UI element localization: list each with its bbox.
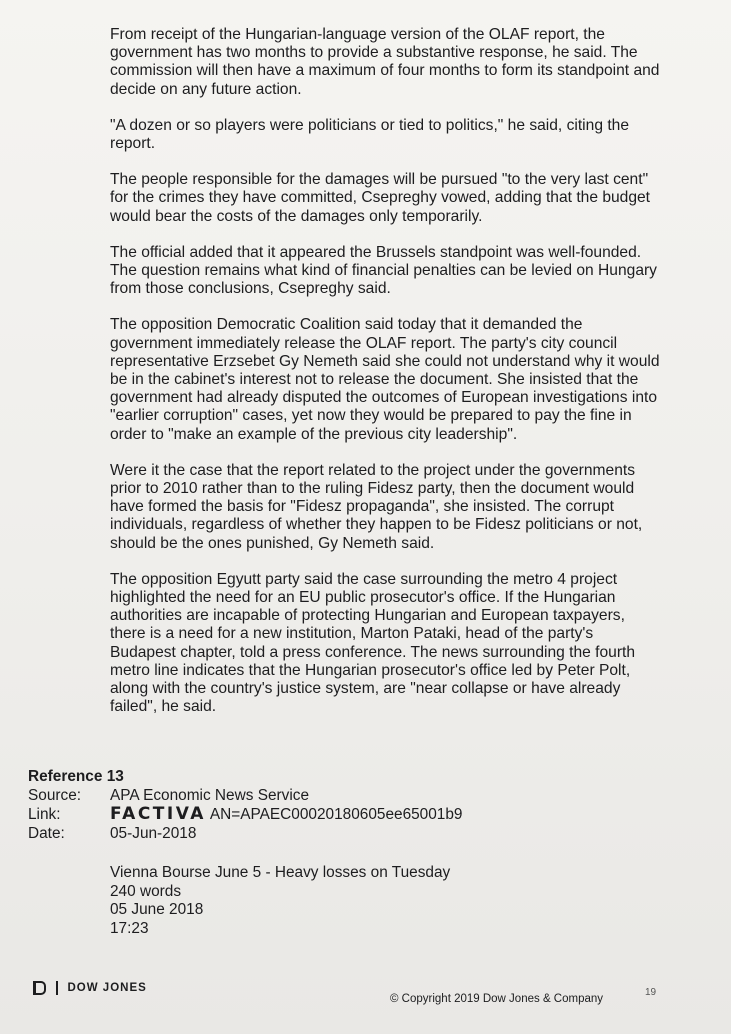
item-word-count: 240 words <box>110 882 182 900</box>
brand-name: DOW JONES <box>67 982 147 994</box>
paragraph: From receipt of the Hungarian-language version of the OLAF report, the government has two months to provide a substantive response, he said. The commission will then have a maximum of four months to form its standpoint and decide on any future action. <box>110 26 660 98</box>
source-row <box>28 786 668 805</box>
link-label: Link: <box>28 806 61 823</box>
date-row <box>28 824 668 843</box>
item-headline: Vienna Bourse June 5 - Heavy losses on Tuesday <box>110 864 451 881</box>
copyright-notice: © Copyright 2019 Dow Jones & Company <box>390 993 604 1005</box>
article-body <box>110 26 662 735</box>
paragraph: "A dozen or so players were politicians or tied to politics," he said, citing the report. <box>110 116 630 153</box>
source-value: APA Economic News Service <box>110 787 310 804</box>
source-label: Source: <box>28 787 82 804</box>
page-number: 19 <box>645 987 657 998</box>
factiva-logo: FACTIVA <box>110 804 206 824</box>
date-label: Date: <box>28 825 65 842</box>
link-row <box>28 805 668 824</box>
link-value-wrap <box>110 805 668 824</box>
date-value: 05-Jun-2018 <box>110 825 197 842</box>
reference-title: Reference 13 <box>28 768 124 785</box>
paragraph: The official added that it appeared the Brussels standpoint was well-founded. The question remains what kind of financial penalties can be levied on Hungary from those conclusions, Csepreghy said. <box>110 243 657 298</box>
item-time: 17:23 <box>110 919 149 937</box>
logo-divider <box>56 981 58 995</box>
paragraph: Were it the case that the report related to the project under the governments prior to 2010 rather than to the ruling Fidesz party, then the document would have formed the basis for "Fidesz propaganda", she insisted. The corrupt individuals, regardless of whether they happen to be Fidesz politicians or not, should be the ones punished, Gy Nemeth said. <box>110 461 643 552</box>
link-value[interactable]: AN=APAEC00020180605ee65001b9 <box>209 806 463 823</box>
item-date: 05 June 2018 <box>110 901 204 918</box>
paragraph: The people responsible for the damages will be pursued "to the very last cent" for the crimes they have committed, Csepreghy vowed, adding that the budget would bear the costs of the damages only temporarily. <box>110 171 651 225</box>
reference-item <box>110 864 668 938</box>
paragraph: The opposition Democratic Coalition said today that it demanded the government immediately release the OLAF report. The party's city council representative Erzsebet Gy Nemeth said she could not understand why it would be in the cabinet's interest not to release the document. She insisted that the government had already disputed the outcomes of European investigations into "earlier corruption" cases, yet now they would be prepared to pay the fine in order to "make an example of the previous city leadership". <box>110 316 660 443</box>
dow-jones-d-icon <box>33 981 46 995</box>
dow-jones-logo <box>33 981 147 995</box>
reference-block <box>28 767 668 938</box>
paragraph: The opposition Egyutt party said the case surrounding the metro 4 project highlighted the need for an EU public prosecutor's office. If the Hungarian authorities are incapable of protecting Hungarian and European taxpayers, there is a need for a new institution, Marton Pataki, head of the party's Budapest chapter, told a press conference. The news surrounding the fourth metro line indicates that the Hungarian prosecutor's office led by Peter Polt, along with the country's justice system, are "near collapse or have already failed", he said. <box>110 570 636 716</box>
